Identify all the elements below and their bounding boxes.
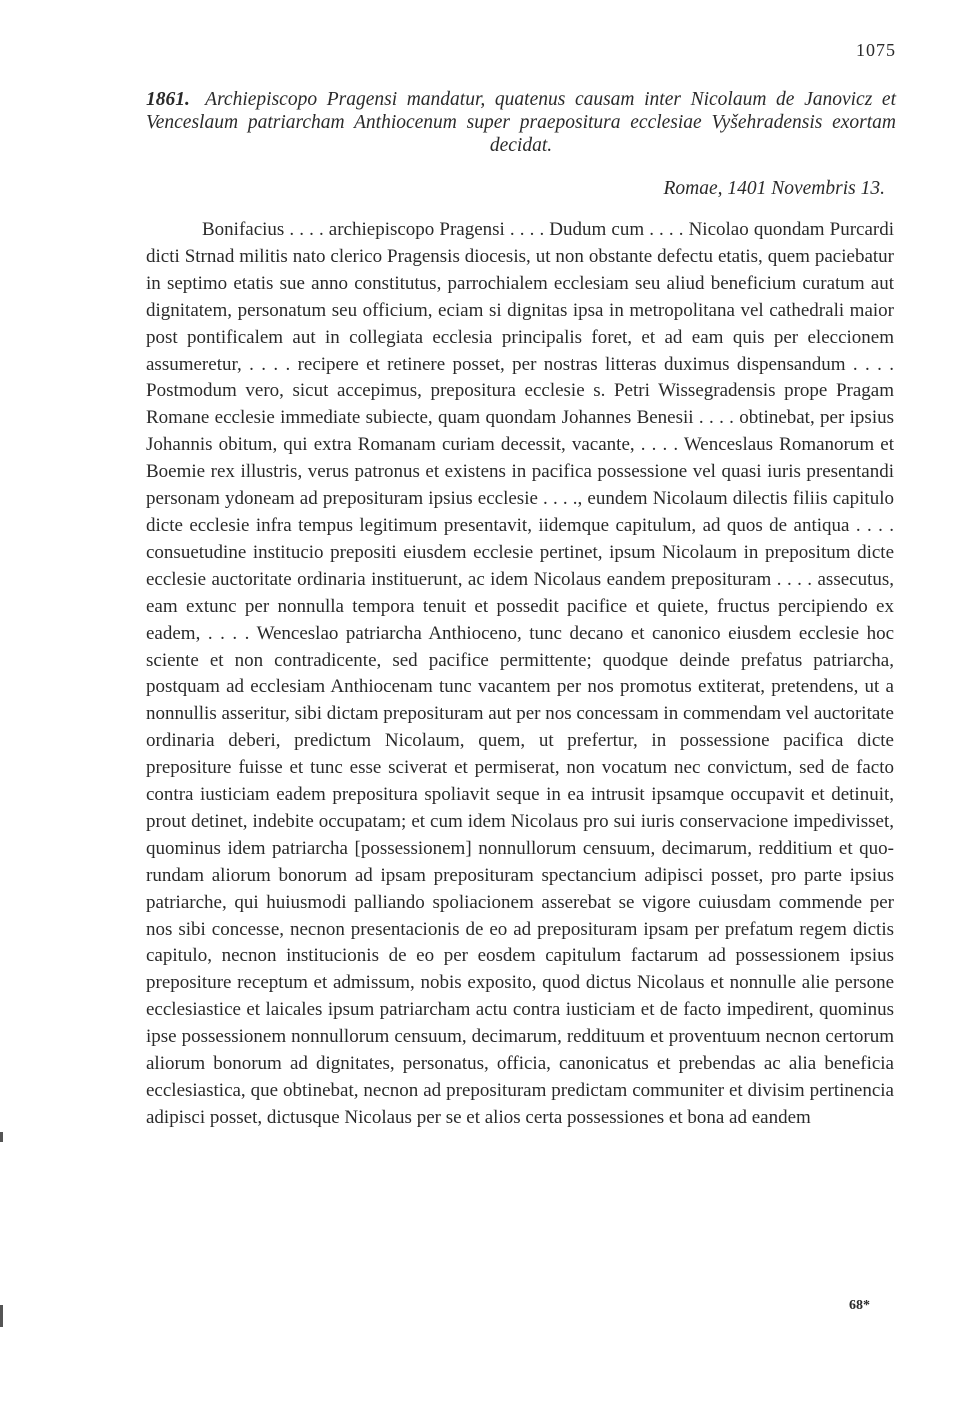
scan-edge-mark (0, 1305, 3, 1327)
dateline: Romae, 1401 Novembris 13. (663, 178, 885, 199)
entry-number: 1861. (146, 89, 190, 110)
entry-summary: Archiepiscopo Pragensi mandatur, quatenus causam inter Nicolaum de Janovicz et Venceslaum patriarcham Anthiocenum super praepositura ecclesiae Vyšehradensis exortam decidat. (146, 89, 896, 156)
scan-edge-mark (0, 1132, 3, 1142)
page-number: 1075 (856, 40, 896, 60)
printer-signature: 68* (849, 1298, 870, 1313)
document-body: Bonifacius . . . . archiepiscopo Pragensi . . . . Dudum cum . . . . Nicolao quondam Purcardi dicti Strnad militis nato clerico Pragensis diocesis, ut non obstante defectu etatis, quem paciebatur in septimo etatis sue anno constitutus, parrochialem ecclesiam seu aliud beneficium curatum aut dignitatem, personatum seu officium, eciam si dignitas ipsa in metropolitana vel cathedrali maior post pontificalem aut in collegiata ecclesia principalis foret, et ad eam quis per eleccionem assumeretur, . . . . recipere et retinere posset, per nostras litteras duximus dispensandum . . . . Postmodum vero, sicut accepimus, prepositura ecclesie s. Petri Wissegradensis prope Pragam Romane ecclesie immediate subiecte, quam quondam Johannes Benesii . . . . obtinebat, per ipsius Johannis obitum, qui extra Romanam curiam decessit, vacante, . . . . Wenceslaus Romanorum et Boemie rex illustris, verus patronus et existens in pacifica possessione vel quasi iuris presentandi personam ydoneam ad preposituram ipsius ecclesie . . . ., eundem Nicolaum dilectis filiis capitulo dicte ecclesie infra tempus legitimum presentavit, iidemque capitulum, ad quos de antiqua . . . . consuetudine institucio prepositi eiusdem ecclesie pertinet, ipsum Nicolaum in prepositum dicte ecclesie auctoritate ordinaria instituerunt, ac idem Nicolaus eandem preposituram . . . . assecutus, eam extunc per nonnulla tempora tenuit et possedit pacifice et quiete, fructus percipiendo ex eadem, . . . . Wenceslao patriarcha Anthioceno, tunc decano et canonico eiusdem ecclesie hoc sciente et non contradicente, sed pacifice permittente; quodque deinde prefatus patriarcha, postquam ad ecclesiam Anthiocenam tunc vacantem per nos promotus extiterat, pretendens, ut a nonnullis asseritur, sibi dictam preposituram aut per nos concessam in commendam vel auctoritate ordinaria deberi, predictum Nicolaum, quem, ut prefertur, in possessione pacifica dicte prepositure fuisse et tunc esse sciverat et permiserat, non vocatum nec convictum, sed de facto contra iusticiam eadem prepositura spoliavit seque in ea intrusit ipsamque occupavit et detinuit, prout detinet, indebite occupatam; et cum idem Nicolaus pro sui iuris conservacione impedivisset, quominus idem patriarcha [possessionem] nonnullorum censuum, decimarum, redditium et quorundam aliorum bonorum ad ipsam preposituram spectancium adipisci posset, pro parte ipsius patriarche, qui huiusmodi palliando spoliacionem asserebat se vigore cuiusdam commende per nos sibi concesse, necnon presentacionis de eo ad preposituram ipsam per prefatum regem dictis capitulo, necnon institucionis de eo per eosdem capitulum factarum ad possessionem ipsius prepositure receptum et admissum, nobis exposito, quod dictus Nicolaus et nonnulle alie persone ecclesiastice et laicales ipsum patriarcham actu contra iusticiam et de facto impedirent, quominus ipse possessionem nonnullorum censuum, decimarum, reddituum et proventuum necnon certorum aliorum bonorum ad dignitates, personatus, officia, canonicatus et prebendas ac alia beneficia ecclesiastica, que obtinebat, necnon ad preposituram predictam communiter et divisim pertinencia adipisci posset, dictusque Nicolaus per se et alios certa possessiones et bona ad eandem (146, 219, 894, 1128)
entry-heading (146, 88, 896, 157)
